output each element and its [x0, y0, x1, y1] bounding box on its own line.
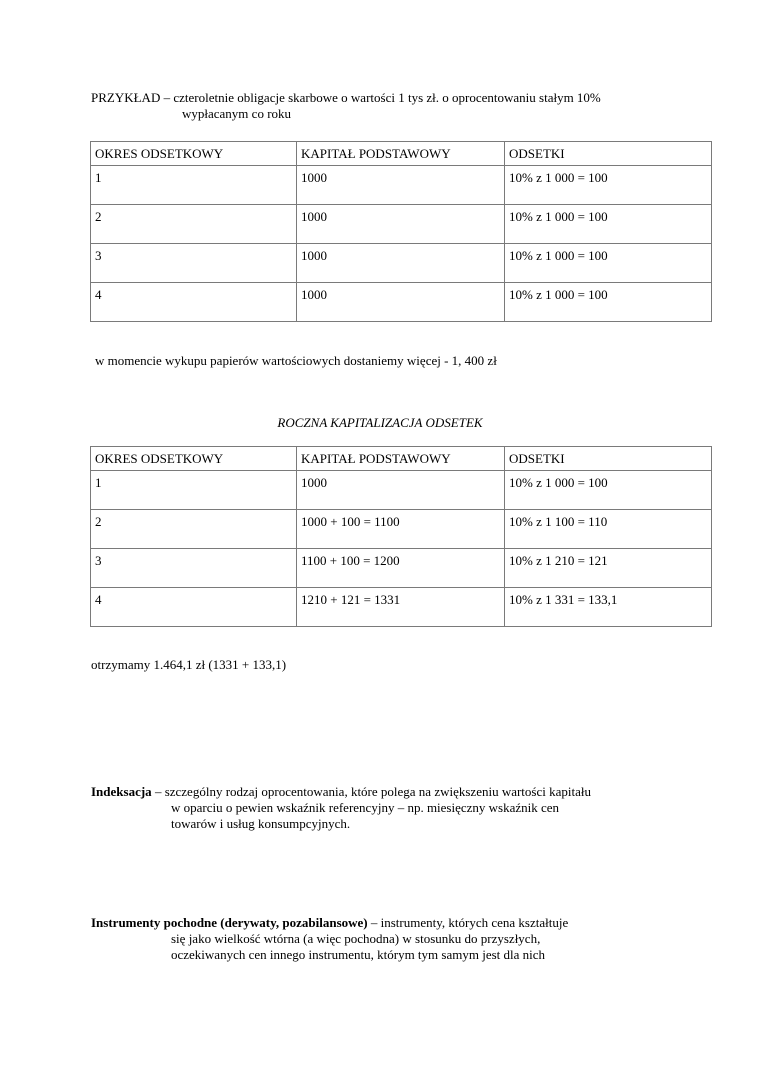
table-row: [91, 283, 712, 322]
table-row: [91, 549, 712, 588]
table-cell: 3: [91, 244, 297, 283]
table-cell: 10% z 1 331 = 133,1: [505, 588, 712, 627]
table-cell: 3: [91, 549, 297, 588]
table-cell: 1000: [297, 205, 505, 244]
fixed-interest-table: [90, 141, 712, 322]
table-cell: 10% z 1 210 = 121: [505, 549, 712, 588]
table-cell: 4: [91, 283, 297, 322]
header-cell: KAPITAŁ PODSTAWOWY: [297, 142, 505, 166]
table-cell: 10% z 1 000 = 100: [505, 471, 712, 510]
definition-text: – instrumenty, których cena kształtuje: [367, 915, 569, 930]
header-cell: ODSETKI: [505, 447, 712, 471]
header-cell: KAPITAŁ PODSTAWOWY: [297, 447, 505, 471]
definition-line: towarów i usług konsumpcyjnych.: [171, 816, 351, 831]
definition-term: Indeksacja: [91, 784, 152, 799]
table-cell: 1100 + 100 = 1200: [297, 549, 505, 588]
intro-line-1: PRZYKŁAD – czteroletnie obligacje skarbowe o wartości 1 tys zł. o oprocentowaniu stałym 10%: [91, 90, 601, 105]
definition-line: oczekiwanych cen innego instrumentu, którym tym samym jest dla nich: [171, 947, 546, 962]
definition-line: w oparciu o pewien wskaźnik referencyjny – np. miesięczny wskaźnik cen: [171, 800, 560, 815]
table-cell: 10% z 1 000 = 100: [505, 283, 712, 322]
table-cell: 4: [91, 588, 297, 627]
redemption-note: w momencie wykupu papierów wartościowych dostaniemy więcej - 1, 400 zł: [95, 353, 497, 368]
table-cell: 1000: [297, 166, 505, 205]
header-cell: ODSETKI: [505, 142, 712, 166]
definition-text: – szczególny rodzaj oprocentowania, które polega na zwiększeniu wartości kapitału: [151, 784, 591, 799]
definition-instrumenty-pochodne: [91, 915, 671, 963]
compounding-subtitle: ROCZNA KAPITALIZACJA ODSETEK: [277, 415, 483, 430]
table-cell: 1000: [297, 244, 505, 283]
header-cell: OKRES ODSETKOWY: [91, 447, 297, 471]
table-row: [91, 510, 712, 549]
table-cell: 1: [91, 471, 297, 510]
table-row: [91, 588, 712, 627]
annual-compounding-table: [90, 446, 712, 627]
table-cell: 2: [91, 205, 297, 244]
table-row: [91, 471, 712, 510]
table-cell: 1000: [297, 283, 505, 322]
table-header-row: [91, 142, 712, 166]
table-cell: 1: [91, 166, 297, 205]
table-row: [91, 166, 712, 205]
table-cell: 1000: [297, 471, 505, 510]
total-note: otrzymamy 1.464,1 zł (1331 + 133,1): [91, 657, 287, 672]
table-row: [91, 244, 712, 283]
definition-line: [91, 915, 671, 931]
definition-indeksacja: [91, 784, 671, 832]
intro-paragraph: [91, 90, 691, 122]
intro-line-2: wypłacanym co roku: [182, 106, 292, 121]
table-cell: 10% z 1 000 = 100: [505, 244, 712, 283]
table-cell: 1210 + 121 = 1331: [297, 588, 505, 627]
table-cell: 10% z 1 000 = 100: [505, 205, 712, 244]
table-row: [91, 205, 712, 244]
definition-line: [91, 784, 671, 800]
definition-line: się jako wielkość wtórna (a więc pochodna) w stosunku do przyszłych,: [171, 931, 541, 946]
table-cell: 2: [91, 510, 297, 549]
definition-term: Instrumenty pochodne (derywaty, pozabilansowe): [91, 915, 368, 930]
table-header-row: [91, 447, 712, 471]
table-cell: 1000 + 100 = 1100: [297, 510, 505, 549]
header-cell: OKRES ODSETKOWY: [91, 142, 297, 166]
table-cell: 10% z 1 100 = 110: [505, 510, 712, 549]
table-cell: 10% z 1 000 = 100: [505, 166, 712, 205]
